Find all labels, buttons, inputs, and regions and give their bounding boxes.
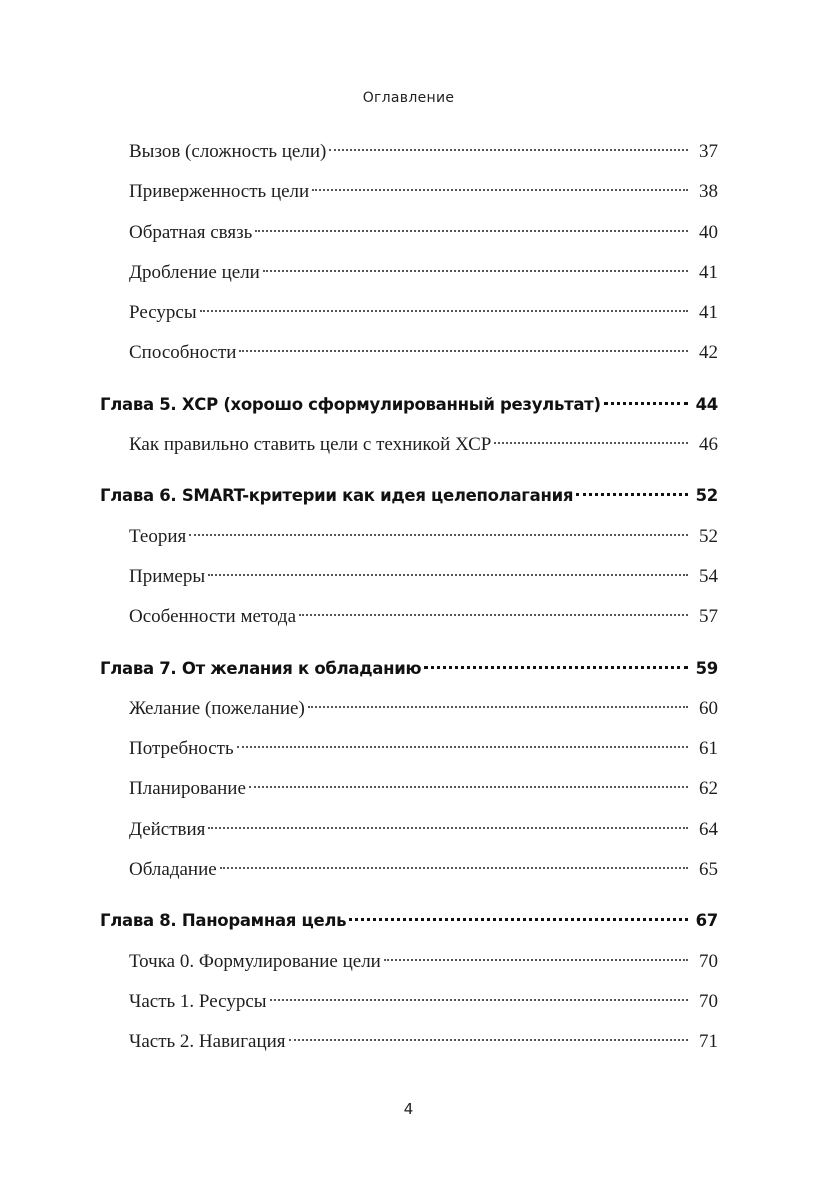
dot-leader: [220, 867, 688, 869]
toc-entry-title: Дробление цели: [129, 261, 260, 283]
dot-leader: [249, 786, 688, 788]
toc-entry-page: 60: [699, 697, 718, 719]
toc-chapter-page: 67: [695, 911, 718, 931]
dot-leader: [312, 189, 688, 191]
toc-entry[interactable]: [100, 253, 718, 293]
dot-leader: [263, 270, 688, 272]
toc-entry-title: Как правильно ставить цели с техникой ХСР: [129, 434, 492, 456]
toc-entry[interactable]: [100, 172, 718, 212]
toc-chapter-title: Глава 5. ХСР (хорошо сформулированный результат): [100, 394, 601, 414]
toc-entry-page: 65: [699, 859, 718, 881]
toc-entry-page: 46: [699, 434, 718, 456]
toc-chapter-entry[interactable]: [100, 385, 718, 425]
dot-leader: [424, 666, 688, 669]
toc-entry[interactable]: [100, 769, 718, 809]
toc-entry-page: 41: [699, 261, 718, 283]
toc-entry-page: 52: [699, 525, 718, 547]
toc-entry-title: Ресурсы: [129, 302, 197, 324]
toc-chapter-title: Глава 8. Панорамная цель: [100, 911, 347, 931]
toc-chapter-entry[interactable]: [100, 901, 718, 941]
toc-entry[interactable]: [100, 293, 718, 333]
toc-entry-page: 38: [699, 181, 718, 203]
toc-entry-title: Желание (пожелание): [129, 697, 305, 719]
toc-entry-page: 62: [699, 778, 718, 800]
page-number: 4: [403, 1100, 414, 1118]
toc-entry[interactable]: [100, 729, 718, 769]
toc-entry-page: 41: [699, 302, 718, 324]
toc-entry-title: Примеры: [129, 565, 206, 587]
toc-entry-title: Действия: [129, 818, 206, 840]
toc-entry-page: 37: [699, 141, 718, 162]
dot-leader: [576, 493, 688, 496]
toc-entry-title: Планирование: [129, 778, 246, 800]
toc-chapter-page: 44: [695, 394, 718, 414]
toc-entry-page: 71: [699, 1031, 718, 1053]
dot-leader: [289, 1039, 688, 1041]
toc-entry[interactable]: [100, 557, 718, 597]
toc-entry[interactable]: [100, 1022, 718, 1062]
dot-leader: [255, 230, 688, 232]
toc-entry-page: 42: [699, 342, 718, 364]
toc-entry[interactable]: [100, 213, 718, 253]
toc-entry-title: Часть 2. Навигация: [129, 1031, 286, 1053]
dot-leader: [200, 310, 688, 312]
dot-leader: [308, 706, 688, 708]
toc-entry-page: 40: [699, 221, 718, 243]
dot-leader: [189, 534, 688, 536]
toc-entry[interactable]: [100, 597, 718, 637]
toc-entry-page: 57: [699, 606, 718, 628]
toc-chapter-page: 52: [695, 486, 718, 506]
dot-leader: [329, 149, 688, 151]
toc-entry[interactable]: [100, 425, 718, 465]
toc-entry-page: 70: [699, 950, 718, 972]
toc-entry[interactable]: [100, 942, 718, 982]
toc-entry[interactable]: [100, 850, 718, 890]
dot-leader: [270, 999, 688, 1001]
dot-leader: [494, 442, 688, 444]
dot-leader: [208, 827, 688, 829]
toc-chapter-page: 59: [695, 658, 718, 678]
toc-entry[interactable]: [100, 132, 718, 172]
dot-leader: [384, 959, 688, 961]
toc-entry-title: Способности: [129, 342, 237, 364]
dot-leader: [299, 614, 688, 616]
dot-leader: [208, 574, 688, 576]
toc-entry-page: 61: [699, 738, 718, 760]
toc-entry-title: Теория: [129, 525, 187, 547]
toc-entry-title: Потребность: [129, 738, 234, 760]
toc-entry-title: Вызов (сложность цели): [129, 141, 327, 162]
dot-leader: [604, 402, 688, 405]
toc-entry-page: 54: [699, 565, 718, 587]
toc-chapter-entry[interactable]: [100, 649, 718, 689]
toc-entry-page: 64: [699, 818, 718, 840]
toc-entry[interactable]: [100, 689, 718, 729]
toc-entry[interactable]: [100, 517, 718, 557]
toc-chapter-title: Глава 6. SMART-критерии как идея целеполагания: [100, 486, 574, 506]
dot-leader: [237, 746, 688, 748]
toc-entry-title: Часть 1. Ресурсы: [129, 990, 267, 1012]
toc-entry-title: Точка 0. Формулирование цели: [129, 950, 381, 972]
dot-leader: [239, 350, 688, 352]
table-of-contents: [100, 132, 718, 1063]
toc-entry[interactable]: [100, 982, 718, 1022]
toc-entry-page: 70: [699, 990, 718, 1012]
dot-leader: [349, 918, 688, 921]
toc-chapter-title: Глава 7. От желания к обладанию: [100, 658, 422, 678]
toc-entry[interactable]: [100, 810, 718, 850]
toc-entry[interactable]: [100, 333, 718, 373]
toc-entry-title: Обратная связь: [129, 221, 253, 243]
toc-chapter-entry[interactable]: [100, 476, 718, 516]
running-head: Оглавление: [362, 90, 455, 106]
toc-entry-title: Обладание: [129, 859, 217, 881]
toc-entry-title: Особенности метода: [129, 606, 297, 628]
toc-entry-title: Приверженность цели: [129, 181, 310, 203]
